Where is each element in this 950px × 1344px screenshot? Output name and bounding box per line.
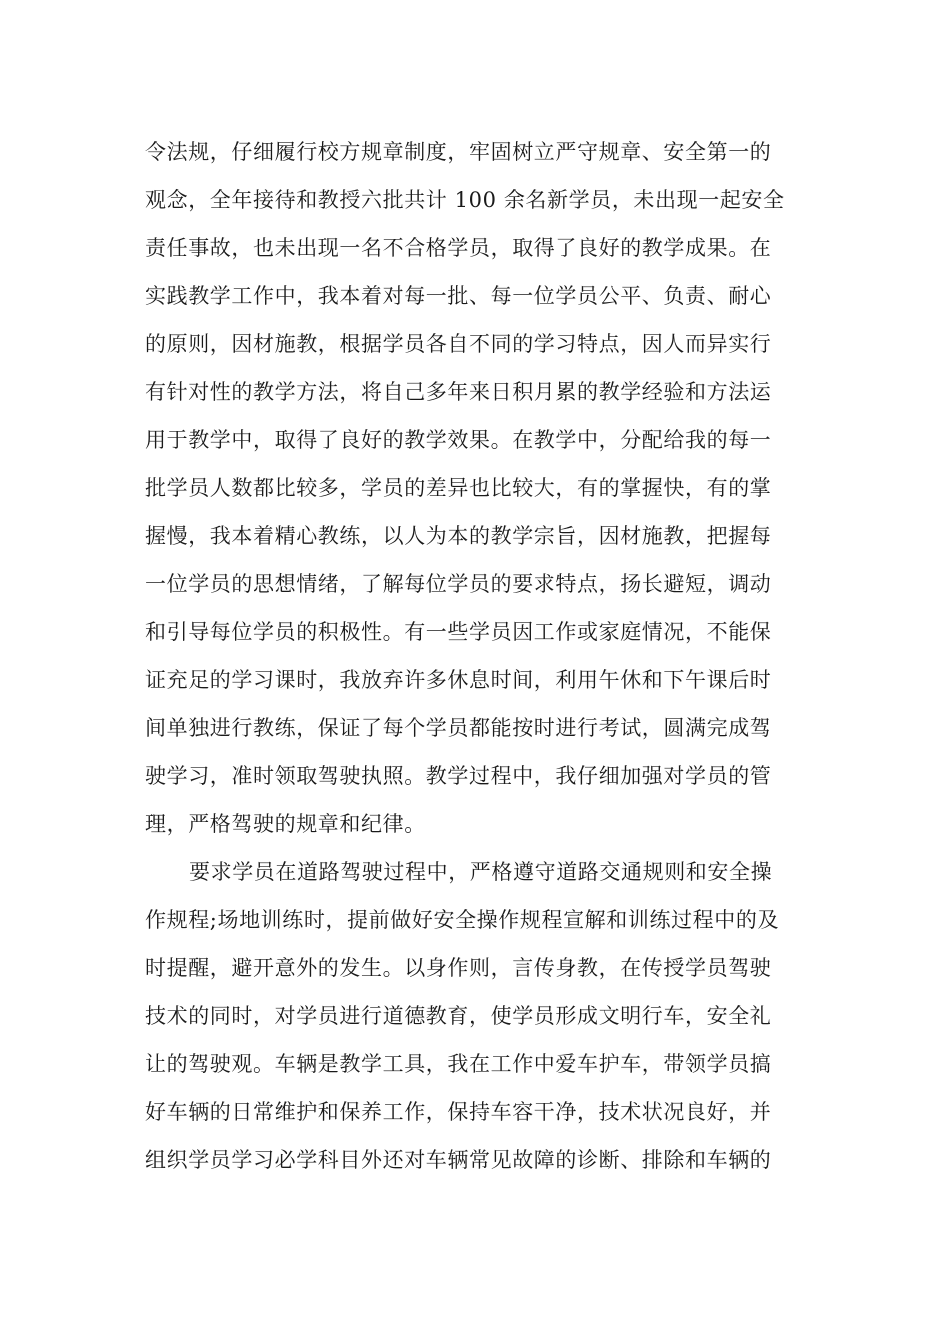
paragraph-2-line-2: 作规程;场地训练时，提前做好安全操作规程宣解和训练过程中的及 [145, 908, 780, 932]
paragraph-1-line-7: 用于教学中，取得了良好的教学效果。在教学中，分配给我的每一 [145, 428, 772, 452]
paragraph-1-line-11: 和引导每位学员的积极性。有一些学员因工作或家庭情况，不能保 [145, 620, 772, 644]
paragraph-1-line-9: 握慢，我本着精心教练，以人为本的教学宗旨，因材施教，把握每 [145, 524, 772, 548]
paragraph-1-line-2: 观念，全年接待和教授六批共计 100 余名新学员，未出现一起安全 [145, 188, 785, 212]
paragraph-2-line-5: 让的驾驶观。车辆是教学工具，我在工作中爱车护车，带领学员搞 [145, 1052, 772, 1076]
paragraph-1-line-14: 驶学习，准时领取驾驶执照。教学过程中，我仔细加强对学员的管 [145, 764, 772, 788]
paragraph-2-line-1: 要求学员在道路驾驶过程中，严格遵守道路交通规则和安全操 [189, 860, 773, 884]
paragraph-1-line-4: 实践教学工作中，我本着对每一批、每一位学员公平、负责、耐心 [145, 284, 772, 308]
paragraph-1-line-13: 间单独进行教练，保证了每个学员都能按时进行考试，圆满完成驾 [145, 716, 772, 740]
paragraph-2-line-3: 时提醒，避开意外的发生。以身作则，言传身教，在传授学员驾驶 [145, 956, 772, 980]
paragraph-1-line-15: 理，严格驾驶的规章和纪律。 [145, 812, 426, 836]
paragraph-1-line-12: 证充足的学习课时，我放弃许多休息时间，利用午休和下午课后时 [145, 668, 772, 692]
paragraph-1-line-3: 责任事故，也未出现一名不合格学员，取得了良好的教学成果。在 [145, 236, 772, 260]
paragraph-1-line-6: 有针对性的教学方法，将自己多年来日积月累的教学经验和方法运 [145, 380, 772, 404]
paragraph-2-line-6: 好车辆的日常维护和保养工作，保持车容干净，技术状况良好，并 [145, 1100, 772, 1124]
paragraph-1-line-8: 批学员人数都比较多，学员的差异也比较大，有的掌握快，有的掌 [145, 476, 772, 500]
paragraph-1-line-5: 的原则，因材施教，根据学员各自不同的学习特点，因人而异实行 [145, 332, 772, 356]
paragraph-2-line-4: 技术的同时，对学员进行道德教育，使学员形成文明行车，安全礼 [145, 1004, 772, 1028]
paragraph-1-line-10: 一位学员的思想情绪，了解每位学员的要求特点，扬长避短，调动 [145, 572, 772, 596]
paragraph-1-line-1: 令法规，仔细履行校方规章制度，牢固树立严守规章、安全第一的 [145, 140, 772, 164]
paragraph-2-line-7: 组织学员学习必学科目外还对车辆常见故障的诊断、排除和车辆的 [145, 1148, 772, 1172]
